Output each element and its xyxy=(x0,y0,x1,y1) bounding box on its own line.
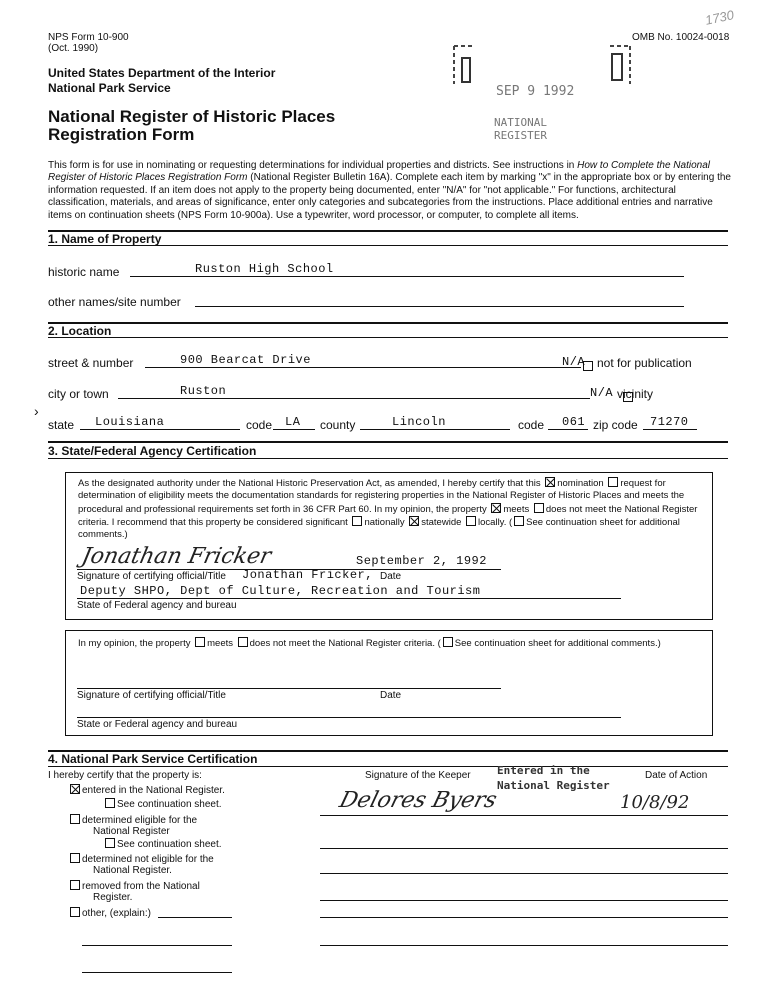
city-value[interactable]: Ruston xyxy=(180,384,227,398)
cert-text-b: request for determination of eligibility meets the documentation standards for registering properties in the National Register of Historic Places and meets the procedural and professional requirements set forth in 36 CFR Part 60. In my opinion, the property xyxy=(78,478,685,515)
certifying-official-signature: Jonathan Fricker xyxy=(79,544,274,569)
street-line xyxy=(145,367,581,368)
section-3-title-underline xyxy=(48,458,728,459)
nomination-label: nomination xyxy=(557,478,604,489)
entered-continuation-checkbox[interactable] xyxy=(105,798,115,808)
street-value[interactable]: 900 Bearcat Drive xyxy=(180,353,311,367)
section-2-rule xyxy=(48,322,728,324)
not-eligible-label-2: National Register. xyxy=(93,865,172,876)
omb-number: OMB No. 10024-0018 xyxy=(632,32,730,43)
other-names-label: other names/site number xyxy=(48,295,181,309)
opinion-signature-line[interactable] xyxy=(77,688,501,689)
form-title-line-1: National Register of Historic Places xyxy=(48,107,336,126)
opinion-meets-label: meets xyxy=(207,638,233,649)
entered-continuation-label: See continuation sheet. xyxy=(117,799,222,810)
eligible-continuation-label: See continuation sheet. xyxy=(117,839,222,850)
historic-name-label: historic name xyxy=(48,265,120,279)
agency-line xyxy=(77,598,621,599)
county-code-line xyxy=(548,429,588,430)
option-removed xyxy=(68,880,200,893)
agency-label: State of Federal agency and bureau xyxy=(77,600,237,611)
nationally-label: nationally xyxy=(364,516,405,528)
other-label: other, (explain:) xyxy=(82,908,151,919)
opinion-signature-label: Signature of certifying official/Title xyxy=(77,690,226,701)
not-eligible-signature-line[interactable] xyxy=(320,873,728,874)
city-line xyxy=(118,398,590,399)
vicinity-label: vicinity xyxy=(617,387,654,401)
state-code-label: code xyxy=(246,418,273,432)
state-code-value[interactable]: LA xyxy=(285,415,301,429)
opinion-see-continuation-label: See continuation sheet for additional comments.) xyxy=(454,638,661,649)
other-explain-line-3[interactable] xyxy=(82,972,232,973)
meets-checkbox[interactable] xyxy=(491,503,501,513)
nomination-checkbox[interactable] xyxy=(545,477,555,487)
see-continuation-checkbox[interactable] xyxy=(514,516,524,526)
opinion-text-a: In my opinion, the property xyxy=(78,638,191,649)
other-names-line[interactable] xyxy=(195,306,684,307)
zip-value[interactable]: 71270 xyxy=(650,415,689,429)
other-explain-line-2[interactable] xyxy=(82,945,232,946)
vicinity-value: N/A xyxy=(590,386,614,400)
service-name: National Park Service xyxy=(48,81,171,95)
historic-name-value[interactable]: Ruston High School xyxy=(195,262,334,276)
historic-name-line xyxy=(130,276,684,277)
section-2-title-underline xyxy=(48,337,728,338)
statewide-checkbox[interactable] xyxy=(409,516,419,526)
not-for-publication-checkbox[interactable] xyxy=(583,361,593,371)
certifying-official-name: Jonathan Fricker, xyxy=(242,568,373,582)
opinion-agency-label: State or Federal agency and bureau xyxy=(77,719,238,730)
eligible-signature-line[interactable] xyxy=(320,848,728,849)
instructions-text-1: This form is for use in nominating or requesting determinations for individual properties and districts. See instructions in xyxy=(48,160,578,171)
section-2-title: 2. Location xyxy=(48,324,112,338)
keeper-signature-label: Signature of the Keeper xyxy=(365,770,471,781)
does-not-meet-checkbox[interactable] xyxy=(534,503,544,513)
street-label: street & number xyxy=(48,356,134,370)
form-number: NPS Form 10-900 xyxy=(48,32,129,43)
form-title-line-2: Registration Form xyxy=(48,125,195,144)
other-checkbox[interactable] xyxy=(70,907,80,917)
national-register-stamp-line-2: REGISTER xyxy=(494,129,547,142)
section-4-title-underline xyxy=(48,766,728,767)
keeper-signature: Delores Byers xyxy=(336,788,500,813)
meets-label: meets xyxy=(503,503,530,515)
certification-date-value: September 2, 1992 xyxy=(356,554,487,568)
nps-certify-text: I hereby certify that the property is: xyxy=(48,770,202,781)
opinion-does-not-meet-checkbox[interactable] xyxy=(238,637,248,647)
option-entered-continuation xyxy=(103,798,222,811)
does-not-meet-label: does not meet the National Register criteria. I recommend that this property be considered significant xyxy=(78,503,698,528)
national-register-stamp-line-1: NATIONAL xyxy=(494,116,547,129)
city-label: city or town xyxy=(48,387,109,401)
entered-checkbox[interactable] xyxy=(70,784,80,794)
entered-stamp-line-1: Entered in the xyxy=(497,764,590,777)
margin-arrow-icon: › xyxy=(34,403,39,419)
county-label: county xyxy=(320,418,356,432)
state-code-line xyxy=(273,429,315,430)
county-line xyxy=(360,429,510,430)
removed-signature-line[interactable] xyxy=(320,900,728,901)
cert-text-a: As the designated authority under the National Historic Preservation Act, as amended, I hereby certify that this xyxy=(78,478,541,489)
county-code-label: code xyxy=(518,418,545,432)
other-signature-line[interactable] xyxy=(320,917,728,918)
received-stamp-date: SEP 9 1992 xyxy=(496,84,575,99)
form-date: (Oct. 1990) xyxy=(48,43,99,54)
not-for-publication-value: N/A xyxy=(562,355,586,369)
section-3-rule xyxy=(48,441,728,443)
not-eligible-checkbox[interactable] xyxy=(70,853,80,863)
opinion-see-continuation-checkbox[interactable] xyxy=(443,637,453,647)
opinion-agency-line[interactable] xyxy=(77,717,621,718)
opinion-does-not-meet-label: does not meet the National Register criteria. ( xyxy=(249,638,441,649)
locally-checkbox[interactable] xyxy=(466,516,476,526)
entered-label: entered in the National Register. xyxy=(82,785,225,796)
entered-signature-line xyxy=(320,815,728,816)
county-value[interactable]: Lincoln xyxy=(392,415,446,429)
corner-handwritten-number: 1730 xyxy=(703,7,736,28)
department-name: United States Department of the Interior xyxy=(48,66,276,80)
not-eligible-label-1: determined not eligible for the xyxy=(82,854,214,865)
option-eligible-continuation xyxy=(103,838,222,851)
signature-label: Signature of certifying official/Title xyxy=(77,571,226,582)
nationally-checkbox[interactable] xyxy=(352,516,362,526)
opinion-text xyxy=(78,637,698,650)
eligible-continuation-checkbox[interactable] xyxy=(105,838,115,848)
signature-date-label: Date xyxy=(380,571,402,582)
instructions-paragraph xyxy=(48,160,732,222)
opinion-date-label: Date xyxy=(380,690,402,701)
removed-checkbox[interactable] xyxy=(70,880,80,890)
section-1-title: 1. Name of Property xyxy=(48,232,162,246)
zip-label: zip code xyxy=(593,418,638,432)
not-for-publication-label: not for publication xyxy=(597,356,692,370)
instructions-italic: How to Complete the National Register of Historic Places Registration Form xyxy=(48,160,710,184)
state-certification-text xyxy=(78,477,698,541)
state-line xyxy=(80,429,240,430)
opinion-meets-checkbox[interactable] xyxy=(195,637,205,647)
option-entered xyxy=(68,784,225,797)
section-4-title: 4. National Park Service Certification xyxy=(48,752,258,766)
county-code-value[interactable]: 061 xyxy=(562,415,586,429)
state-label: state xyxy=(48,418,75,432)
eligible-label-1: determined eligible for the xyxy=(82,815,198,826)
option-other xyxy=(68,907,151,920)
section-1-title-underline xyxy=(48,245,728,246)
other-explain-line[interactable] xyxy=(158,917,232,918)
zip-line xyxy=(643,429,697,430)
instructions-text-2: (National Register Bulletin 16A). Complete each item by marking "x" in the appropriate box or by entering the information requested. If an item does not apply to the property being documented, enter "N/A" for "not applicable." For functions, architectural classification, materials, and areas of significance, enter only categories and subcategories from the instructions. Place additional entries and narrative items on continuation sheets (NPS Form 10-900a). Use a typewriter, word processor, or computer, to complete all items. xyxy=(48,172,731,221)
see-continuation-label: See continuation sheet for additional comments.) xyxy=(78,516,680,541)
eligible-label-2: National Register xyxy=(93,826,170,837)
locally-label: locally. ( xyxy=(478,516,513,528)
date-of-action-value: 10/8/92 xyxy=(620,792,690,813)
other-signature-line-2[interactable] xyxy=(320,945,728,946)
date-of-action-label: Date of Action xyxy=(645,770,708,781)
statewide-label: statewide xyxy=(421,516,462,528)
state-value[interactable]: Louisiana xyxy=(95,415,165,429)
request-determination-checkbox[interactable] xyxy=(608,477,618,487)
eligible-checkbox[interactable] xyxy=(70,814,80,824)
removed-label-2: Register. xyxy=(93,892,133,903)
section-3-title: 3. State/Federal Agency Certification xyxy=(48,444,257,458)
removed-label-1: removed from the National xyxy=(82,881,200,892)
agency-value: Deputy SHPO, Dept of Culture, Recreation and Tourism xyxy=(80,584,481,598)
entered-stamp-line-2: National Register xyxy=(497,779,610,792)
